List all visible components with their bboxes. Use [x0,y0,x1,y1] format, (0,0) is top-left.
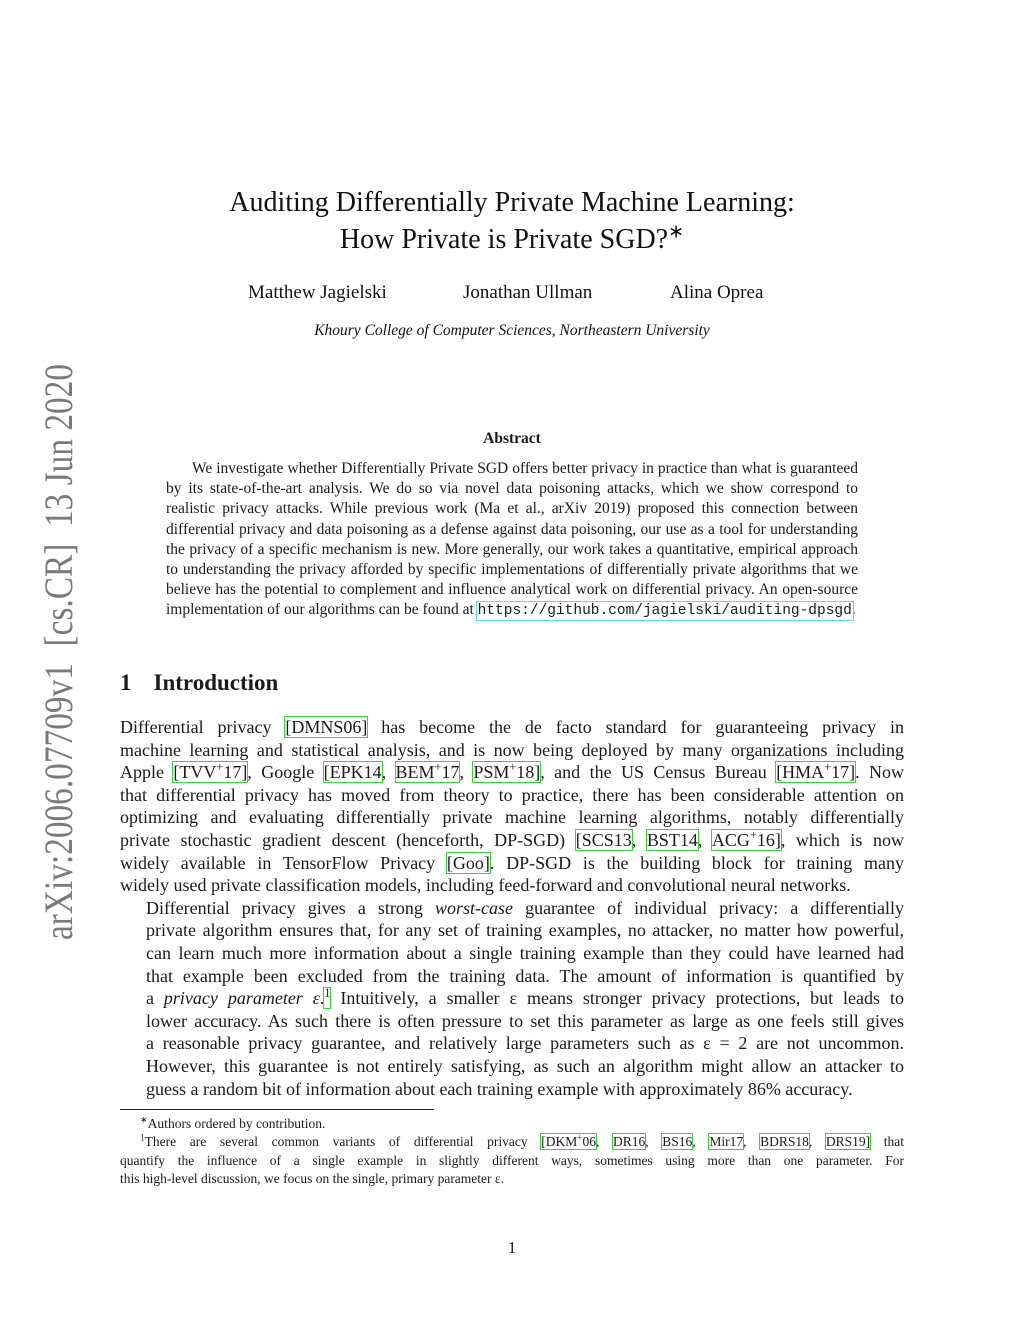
code-repository-link[interactable]: https://github.com/jagielski/auditing-dpsgd [477,603,852,620]
p1-line-4: that differential privacy has moved from theory to practice, there has been considerable attention on [120,784,904,805]
footnote-text: , [808,1134,826,1150]
p1-line-1 [120,716,904,739]
title-footnote-mark: ∗ [668,221,685,243]
p1-text: , [631,829,647,850]
page-number: 1 [507,1238,517,1257]
p1-line-3 [120,761,904,784]
cite-text: ACG [711,829,750,850]
cite-text: 18] [516,762,541,783]
citation-acg16[interactable] [711,827,781,850]
cite-sup: + [216,760,224,775]
fn1-line-2: quantify the influence of a single example in slightly different ways, sometimes using more than one parameter. For [120,1152,904,1168]
footnote-text: , [743,1134,761,1150]
p2-text: . [319,988,325,1009]
cite-text: [TVV [173,762,217,783]
p1-line-2: machine learning and statistical analysis, and is now being deployed by many organizations including [120,739,904,760]
p2-emphasis: worst-case [434,897,513,918]
title-line-1: Auditing Differentially Private Machine Learning: [229,187,795,218]
abstract-body [166,459,858,622]
footnote-text: Authors ordered by contribution. [147,1116,326,1131]
p1-text: , [697,829,712,850]
p2-line-6: lower accuracy. As such there is often pressure to set this parameter as large as one feels still gives [146,1010,904,1031]
section-title: Introduction [153,670,279,695]
footnote-authors [120,1115,904,1133]
p2-line-8: However, this guarantee is not entirely satisfying, as such an algorithm might allow an attacker to [146,1055,904,1076]
p1-text: , [381,762,396,783]
p2-line-7: a reasonable privacy guarantee, and relatively large parameters such as ε = 2 are not uncommon. [146,1033,904,1054]
footnote-text: , [645,1134,663,1150]
citation-bem17[interactable] [396,762,460,782]
cite-text: [HMA [776,762,825,783]
footnote-text: that [870,1134,905,1150]
citation-dr16[interactable]: DR16 [613,1134,646,1150]
p1-text: Differential privacy [120,717,286,737]
footnote-divider [120,1109,434,1110]
author-2: Jonathan Ullman [463,282,593,303]
citation-scs13[interactable]: [SCS13 [575,829,632,850]
fn1-line-1 [120,1133,904,1151]
citation-drs19[interactable]: DRS19] [825,1134,871,1150]
p1-text: , Google [247,762,324,783]
arxiv-stamp [22,362,92,942]
citation-goo[interactable]: [Goo] [446,852,490,873]
p2-text: Intuitively, a smaller ε means stronger privacy protections, but leads to [330,988,904,1009]
p1-text: . Now [855,762,904,783]
title-line-2 [140,221,884,258]
citation-bs16[interactable]: BS16 [662,1134,693,1150]
cite-text: 17] [831,762,856,783]
abstract-end: . [851,601,856,619]
p2-line-1 [120,897,904,920]
cite-sup: + [749,827,757,842]
p2-text: a [146,988,164,1009]
cite-text: [DKM [541,1134,578,1150]
abstract-text: We investigate whether Differentially Private SGD offers better privacy in practice than what is guaranteed by its state-of-the-art analysis. We do so via novel data poisoning attacks, which we show correspond to realistic privacy attacks. While previous work (Ma et al., arXiv 2019) proposed this connection between differential privacy and data poisoning as a defense against data poisoning, our use as a tool for understanding the privacy of a specific mechanism is new. More generally, our work takes a quantitative, empirical approach to understanding the privacy afforded by specific implementations of differentially private algorithms that we believe has the potential to complement and influence analytical work on differential privacy. An open-source implementation of our algorithms can be found at [166,460,858,619]
p1-text: . DP-SGD is the building block for training many [489,852,905,873]
author-3: Alina Oprea [670,282,764,303]
p2-line-9: guess a random bit of information about each training example with approximately 86% accuracy. [146,1078,853,1099]
citation-bst14[interactable]: BST14 [646,829,698,850]
cite-sup: + [824,760,832,775]
p1-line-6 [120,829,904,852]
title-line-2-text: How Private is Private SGD? [339,224,669,255]
citation-dmns06[interactable]: [DMNS06] [285,717,368,737]
affiliation: Khoury College of Computer Sciences, Northeastern University [314,322,710,339]
cite-sup: + [577,1132,583,1143]
citation-hma17[interactable] [776,762,855,782]
cite-sup: + [509,760,517,775]
cite-text: 06 [582,1134,596,1150]
cite-sup: + [434,760,442,775]
p1-text: Apple [120,762,174,783]
citation-bdrs18[interactable]: BDRS18 [760,1134,809,1150]
introduction-body [120,716,904,1100]
abstract-heading: Abstract [483,430,541,447]
cite-text: 16] [756,829,781,850]
p1-line-7 [120,852,904,875]
abstract-paragraph [166,459,858,622]
citation-mir17[interactable]: Mir17 [709,1134,744,1150]
footnote-mark: 1 [140,1132,145,1143]
cite-text: 17 [441,762,460,783]
p2-line-4: that example been excluded from the training data. The amount of information is quantified by [146,965,904,986]
footnote-text: , [692,1134,710,1150]
p2-text: guarantee of individual privacy: a differentially [512,897,904,918]
p2-emphasis: privacy parameter ε [163,988,320,1009]
author-1: Matthew Jagielski [248,282,387,303]
p1-text: , and the US Census Bureau [540,762,777,783]
p2-line-3: can learn much more information about a single training example than they could have learned had [146,942,904,963]
section-heading-introduction [120,670,278,696]
cite-text: BEM [395,762,435,783]
p1-text: private stochastic gradient descent (henceforth, DP-SGD) [120,829,576,850]
p2-text: Differential privacy gives a strong [146,897,435,918]
cite-text: PSM [473,762,510,783]
section-number: 1 [120,670,132,695]
p1-text: , [459,762,474,783]
citation-tvv17[interactable] [173,762,247,782]
intro-paragraph-2 [120,897,904,1100]
arxiv-stamp-svg [22,362,92,942]
citation-epk14[interactable]: [EPK14 [323,762,382,783]
footnote-ref-number: 1 [324,986,331,1001]
footnote-text: , [595,1134,613,1150]
p1-line-5: optimizing and evaluating differentially private machine learning algorithms, notably differentially [120,807,904,828]
citation-dkm06[interactable] [541,1134,596,1149]
citation-psm18[interactable] [473,762,540,782]
footnote-1 [120,1133,904,1188]
arxiv-id: arXiv:2006.07709v1 [cs.CR] 13 Jun 2020 [36,362,81,940]
paper-title [140,184,884,258]
p1-text: widely available in TensorFlow Privacy [120,852,447,873]
p1-text: , which is now [780,829,904,850]
p2-line-5 [120,987,904,1010]
footnote-text: There are several common variants of differential privacy [144,1134,542,1150]
intro-paragraph-1 [120,716,904,897]
cite-text: 17] [223,762,248,783]
p2-line-2: private algorithm ensures that, for any set of training examples, no attacker, no matter how powerful, [146,920,904,941]
p1-line-8: widely used private classification models, including feed-forward and convolutional neural networks. [120,875,851,896]
p1-text: has become the de facto standard for guaranteeing privacy in [367,717,905,737]
footnotes [120,1115,904,1189]
fn1-line-3: this high-level discussion, we focus on the single, primary parameter ε. [120,1171,504,1187]
footnote-mark: ∗ [140,1114,148,1125]
